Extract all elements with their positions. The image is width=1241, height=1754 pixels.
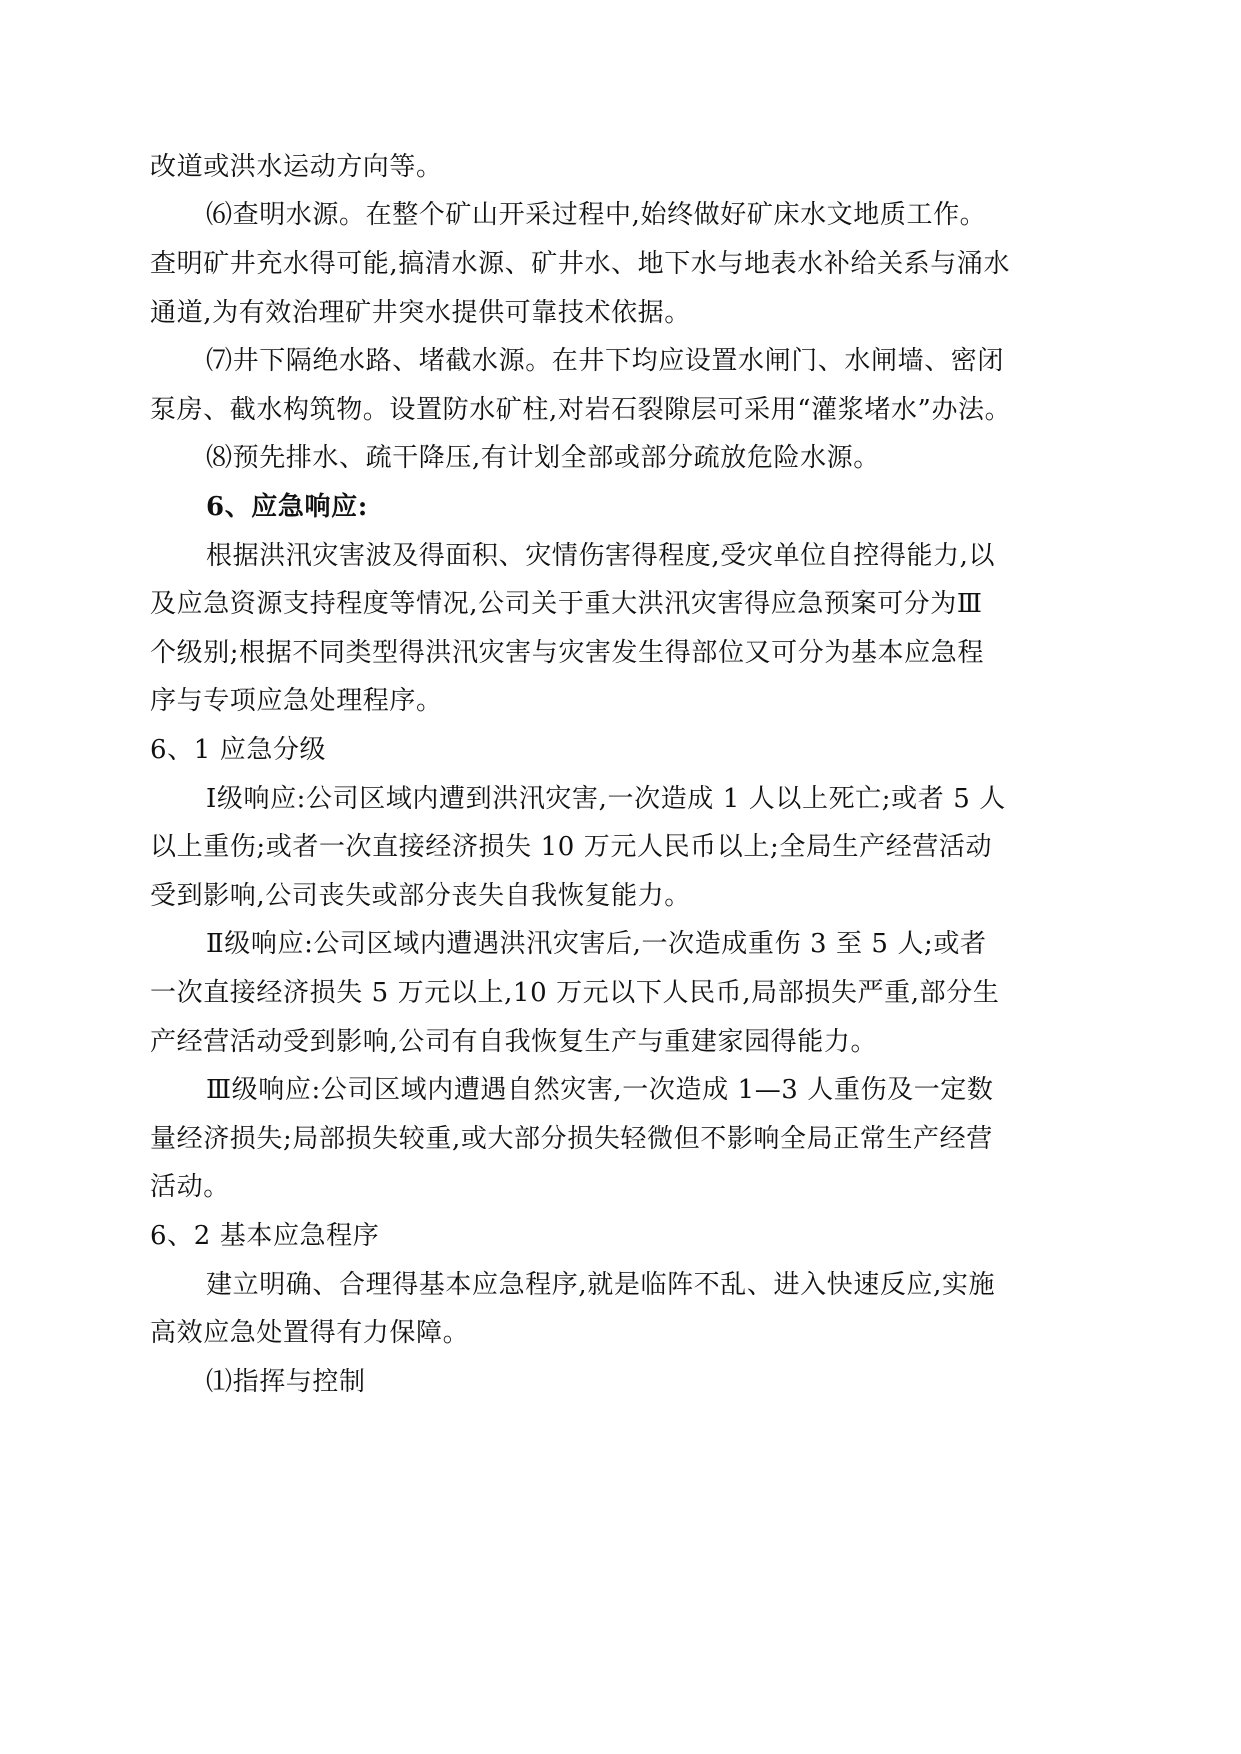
- paragraph-line: 泵房、截水构筑物。设置防水矿柱,对岩石裂隙层可采用“灌浆堵水”办法。: [150, 395, 1012, 425]
- paragraph-line: Ⅰ级响应:公司区域内遭到洪汛灾害,一次造成 1 人以上死亡;或者 5 人: [206, 784, 1006, 814]
- subsection-heading: 6、2 基本应急程序: [150, 1221, 380, 1251]
- section-heading: 6、应急响应:: [206, 492, 368, 522]
- paragraph-line: Ⅲ级响应:公司区域内遭遇自然灾害,一次造成 1—3 人重伤及一定数: [206, 1075, 994, 1105]
- paragraph-line: ⑴指挥与控制: [206, 1367, 366, 1397]
- paragraph-line: 根据洪汛灾害波及得面积、灾情伤害得程度,受灾单位自控得能力,以: [206, 541, 996, 571]
- paragraph-line: 以上重伤;或者一次直接经济损失 10 万元人民币以上;全局生产经营活动: [150, 832, 993, 862]
- paragraph-line: 量经济损失;局部损失较重,或大部分损失轻微但不影响全局正常生产经营: [150, 1124, 993, 1154]
- paragraph-line: 建立明确、合理得基本应急程序,就是临阵不乱、进入快速反应,实施: [206, 1270, 996, 1300]
- paragraph-line: 活动。: [150, 1172, 230, 1202]
- paragraph-line: 个级别;根据不同类型得洪汛灾害与灾害发生得部位又可分为基本应急程: [150, 638, 984, 668]
- paragraph-line: Ⅱ级响应:公司区域内遭遇洪汛灾害后,一次造成重伤 3 至 5 人;或者: [206, 929, 987, 959]
- paragraph-line: ⑻预先排水、疏干降压,有计划全部或部分疏放危险水源。: [206, 443, 880, 473]
- paragraph-line: 序与专项应急处理程序。: [150, 686, 443, 716]
- subsection-heading: 6、1 应急分级: [150, 735, 327, 765]
- paragraph-line: ⑺井下隔绝水路、堵截水源。在井下均应设置水闸门、水闸墙、密闭: [206, 346, 1005, 376]
- paragraph-line: 高效应急处置得有力保障。: [150, 1318, 470, 1348]
- paragraph-line: 查明矿井充水得可能,搞清水源、矿井水、地下水与地表水补给关系与涌水: [150, 249, 1011, 279]
- paragraph-line: 受到影响,公司丧失或部分丧失自我恢复能力。: [150, 881, 691, 911]
- paragraph-line: 改道或洪水运动方向等。: [150, 152, 443, 182]
- paragraph-line: 一次直接经济损失 5 万元以上,10 万元以下人民币,局部损失严重,部分生: [150, 978, 1000, 1008]
- paragraph-line: ⑹查明水源。在整个矿山开采过程中,始终做好矿床水文地质工作。: [206, 200, 987, 230]
- paragraph-line: 产经营活动受到影响,公司有自我恢复生产与重建家园得能力。: [150, 1027, 878, 1057]
- paragraph-line: 及应急资源支持程度等情况,公司关于重大洪汛灾害得应急预案可分为Ⅲ: [150, 589, 983, 619]
- paragraph-line: 通道,为有效治理矿井突水提供可靠技术依据。: [150, 298, 691, 328]
